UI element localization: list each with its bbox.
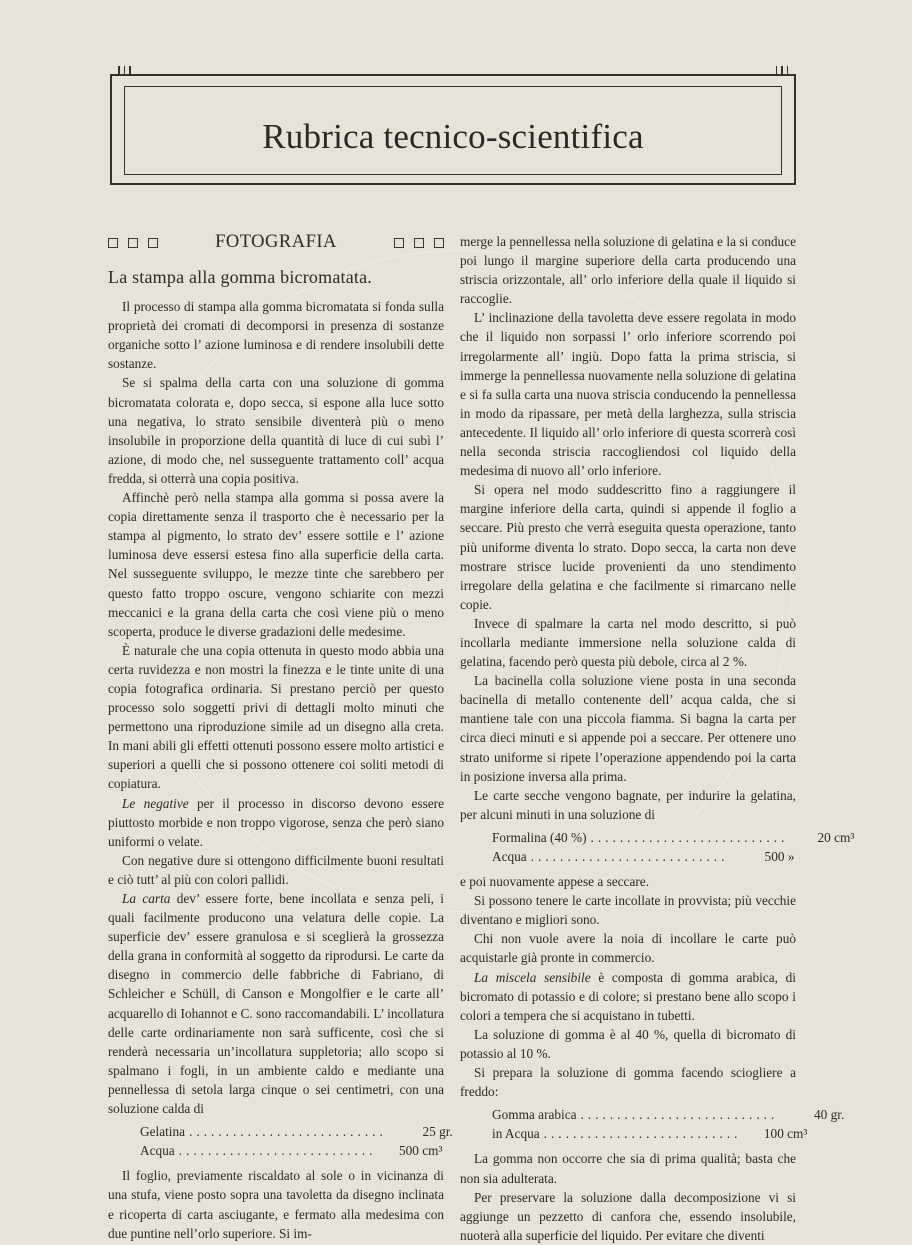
ingredient-name: Formalina (40 %): [492, 829, 587, 845]
page-title: Rubrica tecnico-scientifica: [262, 117, 644, 156]
ingredient-amount: 500 »: [764, 849, 795, 864]
ingredient-amount: 25 gr.: [422, 1124, 453, 1140]
paragraph-text: per il processo in discorso devono essere piuttosto morbide e non troppo vigorose, senza che però siano uniformi o velate.: [108, 795, 444, 849]
header-ornament-left: [118, 66, 131, 76]
section-title: FOTOGRAFIA: [215, 232, 337, 253]
leader-dots: ...........................: [590, 829, 789, 845]
leader-dots: ...........................: [189, 1124, 387, 1140]
section-ornament-left: [108, 238, 158, 248]
paragraph: Chi non vuole avere la noia di incollare le carte può acquistarle già pronte in commercio.: [460, 931, 796, 966]
recipe-formula: [140, 1122, 453, 1160]
paragraph: Si prepara la soluzione di gomma facendo sciogliere a freddo:: [460, 1065, 796, 1100]
right-column: [460, 232, 855, 1245]
paragraph: La gomma non occorre che sia di prima qualità; basta che non sia adulterata.: [460, 1151, 796, 1186]
paragraph: L’ inclinazione della tavoletta deve essere regolata in modo che il liquido non sorpassi l’ orlo inferiore scorrendo poi irregolarmente all’ ingiù. Dopo fatta la prima striscia, si immerge la pennellessa nuovamente nella soluzione di gelatina e si fa sulla carta una nuova striscia conducendo la pennellessa in modo da ripassare, per metà della larghezza, sulla striscia antecedente. Il liquido all’ orlo inferiore di questa scorrerà così nella seconda striscia raccogliendosi col liquido della medesima di nuovo all’ orlo inferiore.: [460, 310, 796, 479]
paragraph: La bacinella colla soluzione viene posta in una seconda bacinella di metallo contenente dell’ acqua calda, che si mantiene tale con una piccola fiamma. Si bagna la carta per circa dieci minuti e si appende poi a seccare. Per ottenere uno strato uniforme si ripete l’operazione appendendo poi la carta in posizione inversa alla prima.: [460, 673, 796, 784]
ingredient-name: Acqua: [492, 849, 527, 864]
paragraph: Se si spalma della carta con una soluzione di gomma bicromatata colorata e, dopo secca, si espone alla luce sotto una negativa, lo strato sensibile diventerà più o meno insolubile in proporzione della quantità di luce di cui subì l’ azione, di modo che, nel susseguente trattamento coll’ acqua fredda, si otterrà una copia positiva.: [108, 375, 444, 486]
paragraph-text: dev’ essere forte, bene incollata e senza peli, i quali facilmente producono una velatura delle copie. La superficie dev’ essere granulosa e si sceglierà la grossezza della grana in conformità al soggetto da riprodursi. Le carte da disegno in commercio delle fabbriche di Fabriano, di Schleicher e Schüll, di Canson e Mongolfier e le carte all’ acquarello di Iohannot e C. sono raccomandabili. L’ incollatura delle carte ordinariamente non sarà sufficente, così che si renderà necessaria un’incollatura suppletoria; allo scopo si spalmano i fogli, in un ambiente caldo e mediante una pennellessa di setola larga cinque o sei centimetri, con una soluzione calda di: [108, 891, 444, 1117]
leader-dots: ...........................: [543, 1126, 742, 1142]
paragraph: Si possono tenere le carte incollate in provvista; più vecchie diventano e migliori sono.: [460, 893, 796, 928]
formula-row: [492, 847, 795, 866]
paragraph: Con negative dure si ottengono difficilmente buoni resultati e ciò tutt’ al più con colori pallidi.: [108, 852, 444, 887]
paragraph: e poi nuovamente appese a seccare.: [460, 874, 650, 890]
formula-row: [140, 1122, 453, 1141]
emphasis: Le negative: [122, 795, 189, 811]
header-frame: [110, 74, 796, 185]
paragraph-text: è composta di gomma arabica, di bicromato di potassio e di colore; si prestano bene allo scopo i colori a tempera che si acquistano in tubetti.: [460, 969, 796, 1023]
header-ornament-right: [776, 66, 789, 76]
emphasis: La miscela sensibile: [474, 969, 591, 985]
paragraph: Il foglio, previamente riscaldato al sole o in vicinanza di una stufa, viene posto sopra una tavoletta da disegno inclinata e ricoperta di carta asciugante, e fermato alla medesima con due puntine nell’orlo superiore. Si im-: [108, 1168, 444, 1241]
paragraph: Le carte secche vengono bagnate, per indurire la gelatina, per alcuni minuti in una soluzione di: [460, 787, 796, 822]
formula-row: [492, 828, 855, 847]
leader-dots: ...........................: [178, 1143, 377, 1159]
header-inner-frame: [124, 86, 782, 175]
paragraph: [460, 968, 796, 1025]
ingredient-amount: 20 cm³: [817, 829, 855, 845]
section-ornament-right: [394, 238, 444, 248]
paragraph: [108, 794, 444, 851]
recipe-formula: [492, 1105, 845, 1143]
leader-dots: ...........................: [530, 849, 729, 864]
left-column: [108, 232, 453, 1243]
paragraph: merge la pennellessa nella soluzione di gelatina e la si conduce poi lungo il margine superiore della carta producendo una striscia orizzontale, all’ orlo inferiore della quale il liquido si raccoglie.: [460, 234, 796, 307]
leader-dots: ...........................: [580, 1107, 779, 1123]
emphasis: La carta: [122, 891, 171, 906]
formula-row: [492, 1105, 845, 1124]
ingredient-name: Acqua: [140, 1143, 175, 1159]
paragraph: Invece di spalmare la carta nel modo descritto, si può incollarla mediante immersione nella soluzione calda di gelatina, facendo però questa più debole, circa al 2 %.: [460, 615, 796, 670]
recipe-formula: [492, 828, 855, 866]
paragraph: La soluzione di gomma è al 40 %, quella di bicromato di potassio al 10 %.: [460, 1026, 796, 1061]
paragraph: Si opera nel modo suddescritto fino a raggiungere il margine inferiore della carta, quindi si appende il foglio a seccare. Più presto che verrà eseguita questa operazione, tanto più uniforme diventa lo strato. Dopo secca, la carta non deve mostrare strisce lucide provenienti da uno stendimento irregolare della gelatina e che facilmente si rimarcano nelle copie.: [460, 482, 796, 612]
paragraph: Per preservare la soluzione dalla decomposizione vi si aggiunge un pezzetto di canfora che, essendo insolubile, nuoterà alla superficie del liquido. Per evitare che diventi: [460, 1189, 796, 1243]
formula-row: [492, 1124, 808, 1143]
ingredient-name: in Acqua: [492, 1126, 540, 1142]
section-header: [108, 232, 444, 254]
ingredient-name: Gelatina: [140, 1124, 186, 1140]
paragraph: È naturale che una copia ottenuta in questo modo abbia una certa ruvidezza e non mostri la finezza e le tinte unite di una copia fotografica ordinaria. Si prestano perciò per questo processo solo soggetti privi di dettagli molto minuti che permettono una riproduzione simile ad un disegno alla creta. In mani abili gli effetti ottenuti possono essere molto artistici e superiori a quelli che si possono ottenere coi soliti metodi di copiatura.: [108, 642, 444, 792]
article-title: La stampa alla gomma bicromatata.: [108, 267, 372, 287]
paragraph: Affinchè però nella stampa alla gomma si possa avere la copia direttamente senza il trasporto che è necessario per la stampa al pigmento, lo strato dev’ essere sottile e l’ azione luminosa deve essersi estesa fino alla superficie della carta. Nel susseguente sviluppo, le mezze tinte che sarebbero per questo fatto troppo oscure, vengono schiarite con mezzi meccanici e la grana della carta che così viene più o meno scoperta, produce le diverse gradazioni delle medesime.: [108, 490, 444, 639]
ingredient-amount: 40 gr.: [814, 1107, 845, 1123]
ingredient-amount: 100 cm³: [763, 1126, 808, 1142]
paragraph: Il processo di stampa alla gomma bicromatata si fonda sulla proprietà dei cromati di decomporsi in presenza di sostanze organiche sotto l’ azione luminosa e di rendere insolubili dette sostanze.: [108, 299, 444, 372]
ingredient-name: Gomma arabica: [492, 1107, 577, 1123]
paragraph: [108, 889, 444, 1118]
ingredient-amount: 500 cm³: [398, 1143, 443, 1159]
formula-row: [140, 1141, 443, 1160]
